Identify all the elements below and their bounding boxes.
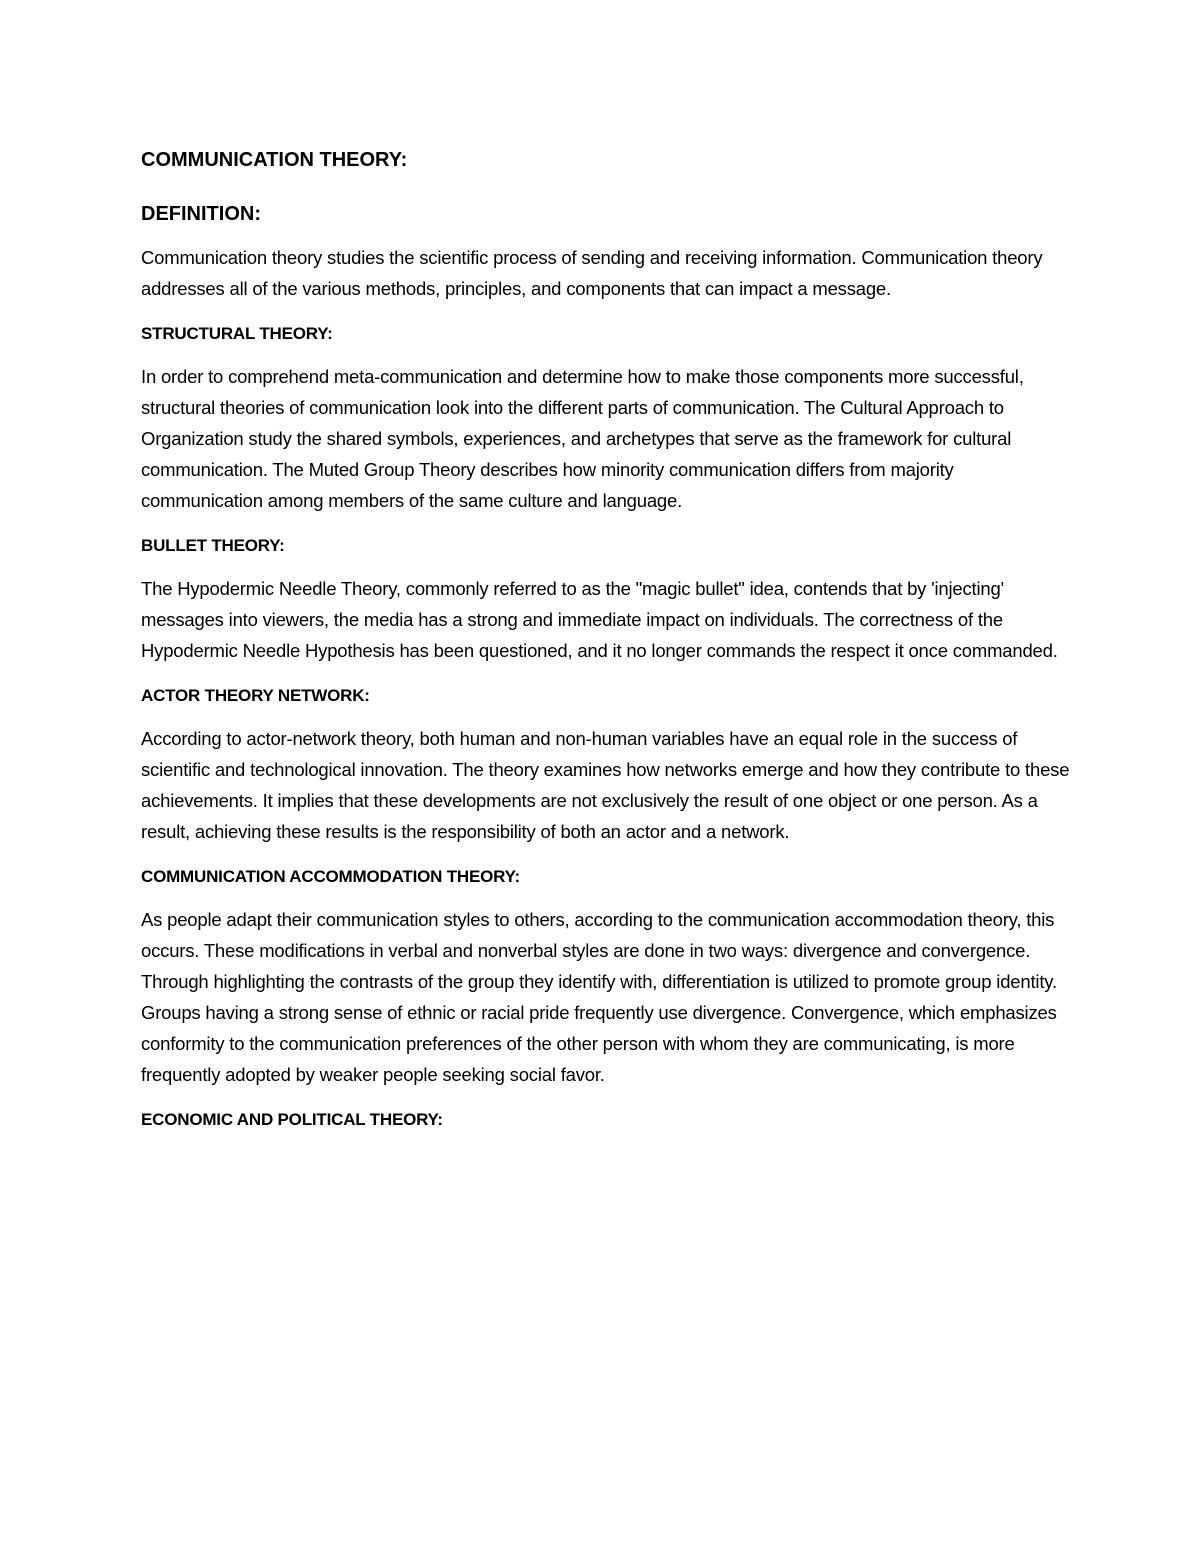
economic-political-theory-heading: ECONOMIC AND POLITICAL THEORY:	[141, 1110, 443, 1129]
document-title: COMMUNICATION THEORY:	[141, 149, 408, 171]
document-body	[141, 144, 1076, 1147]
bullet-theory-heading: BULLET THEORY:	[141, 536, 285, 555]
actor-theory-network-text: According to actor-network theory, both human and non-human variables have an equal role in the success of scientific and technological innovation. The theory examines how networks emerge and how they contribute to these achievements. It implies that these developments are not exclusively the result of one object or one person. As a result, achieving these results is the responsibility of both an actor and a network.	[141, 728, 1070, 842]
structural-theory-text: In order to comprehend meta-communication and determine how to make those components more successful, structural theories of communication look into the different parts of communication. The Cultural Approach to Organization study the shared symbols, experiences, and archetypes that serve as the framework for cultural communication. The Muted Group Theory describes how minority communication differs from majority communication among members of the same culture and language.	[141, 366, 1024, 511]
structural-theory-heading: STRUCTURAL THEORY:	[141, 324, 333, 343]
communication-accommodation-heading: COMMUNICATION ACCOMMODATION THEORY:	[141, 867, 520, 886]
bullet-theory-text: The Hypodermic Needle Theory, commonly referred to as the "magic bullet" idea, contends that by 'injecting' messages into viewers, the media has a strong and immediate impact on individuals. The correctness of the Hypodermic Needle Hypothesis has been questioned, and it no longer commands the respect it once commanded.	[141, 578, 1058, 661]
communication-accommodation-text: As people adapt their communication styles to others, according to the communication accommodation theory, this occurs. These modifications in verbal and nonverbal styles are done in two ways: divergence and convergence. Through highlighting the contrasts of the group they identify with, differentiation is utilized to promote group identity. Groups having a strong sense of ethnic or racial pride frequently use divergence. Convergence, which emphasizes conformity to the communication preferences of the other person with whom they are communicating, is more frequently adopted by weaker people seeking social favor.	[141, 909, 1057, 1085]
actor-theory-network-heading: ACTOR THEORY NETWORK:	[141, 686, 370, 705]
definition-heading: DEFINITION:	[141, 203, 261, 225]
definition-text: Communication theory studies the scientific process of sending and receiving information. Communication theory addresses all of the various methods, principles, and components that can impact a message.	[141, 247, 1043, 299]
